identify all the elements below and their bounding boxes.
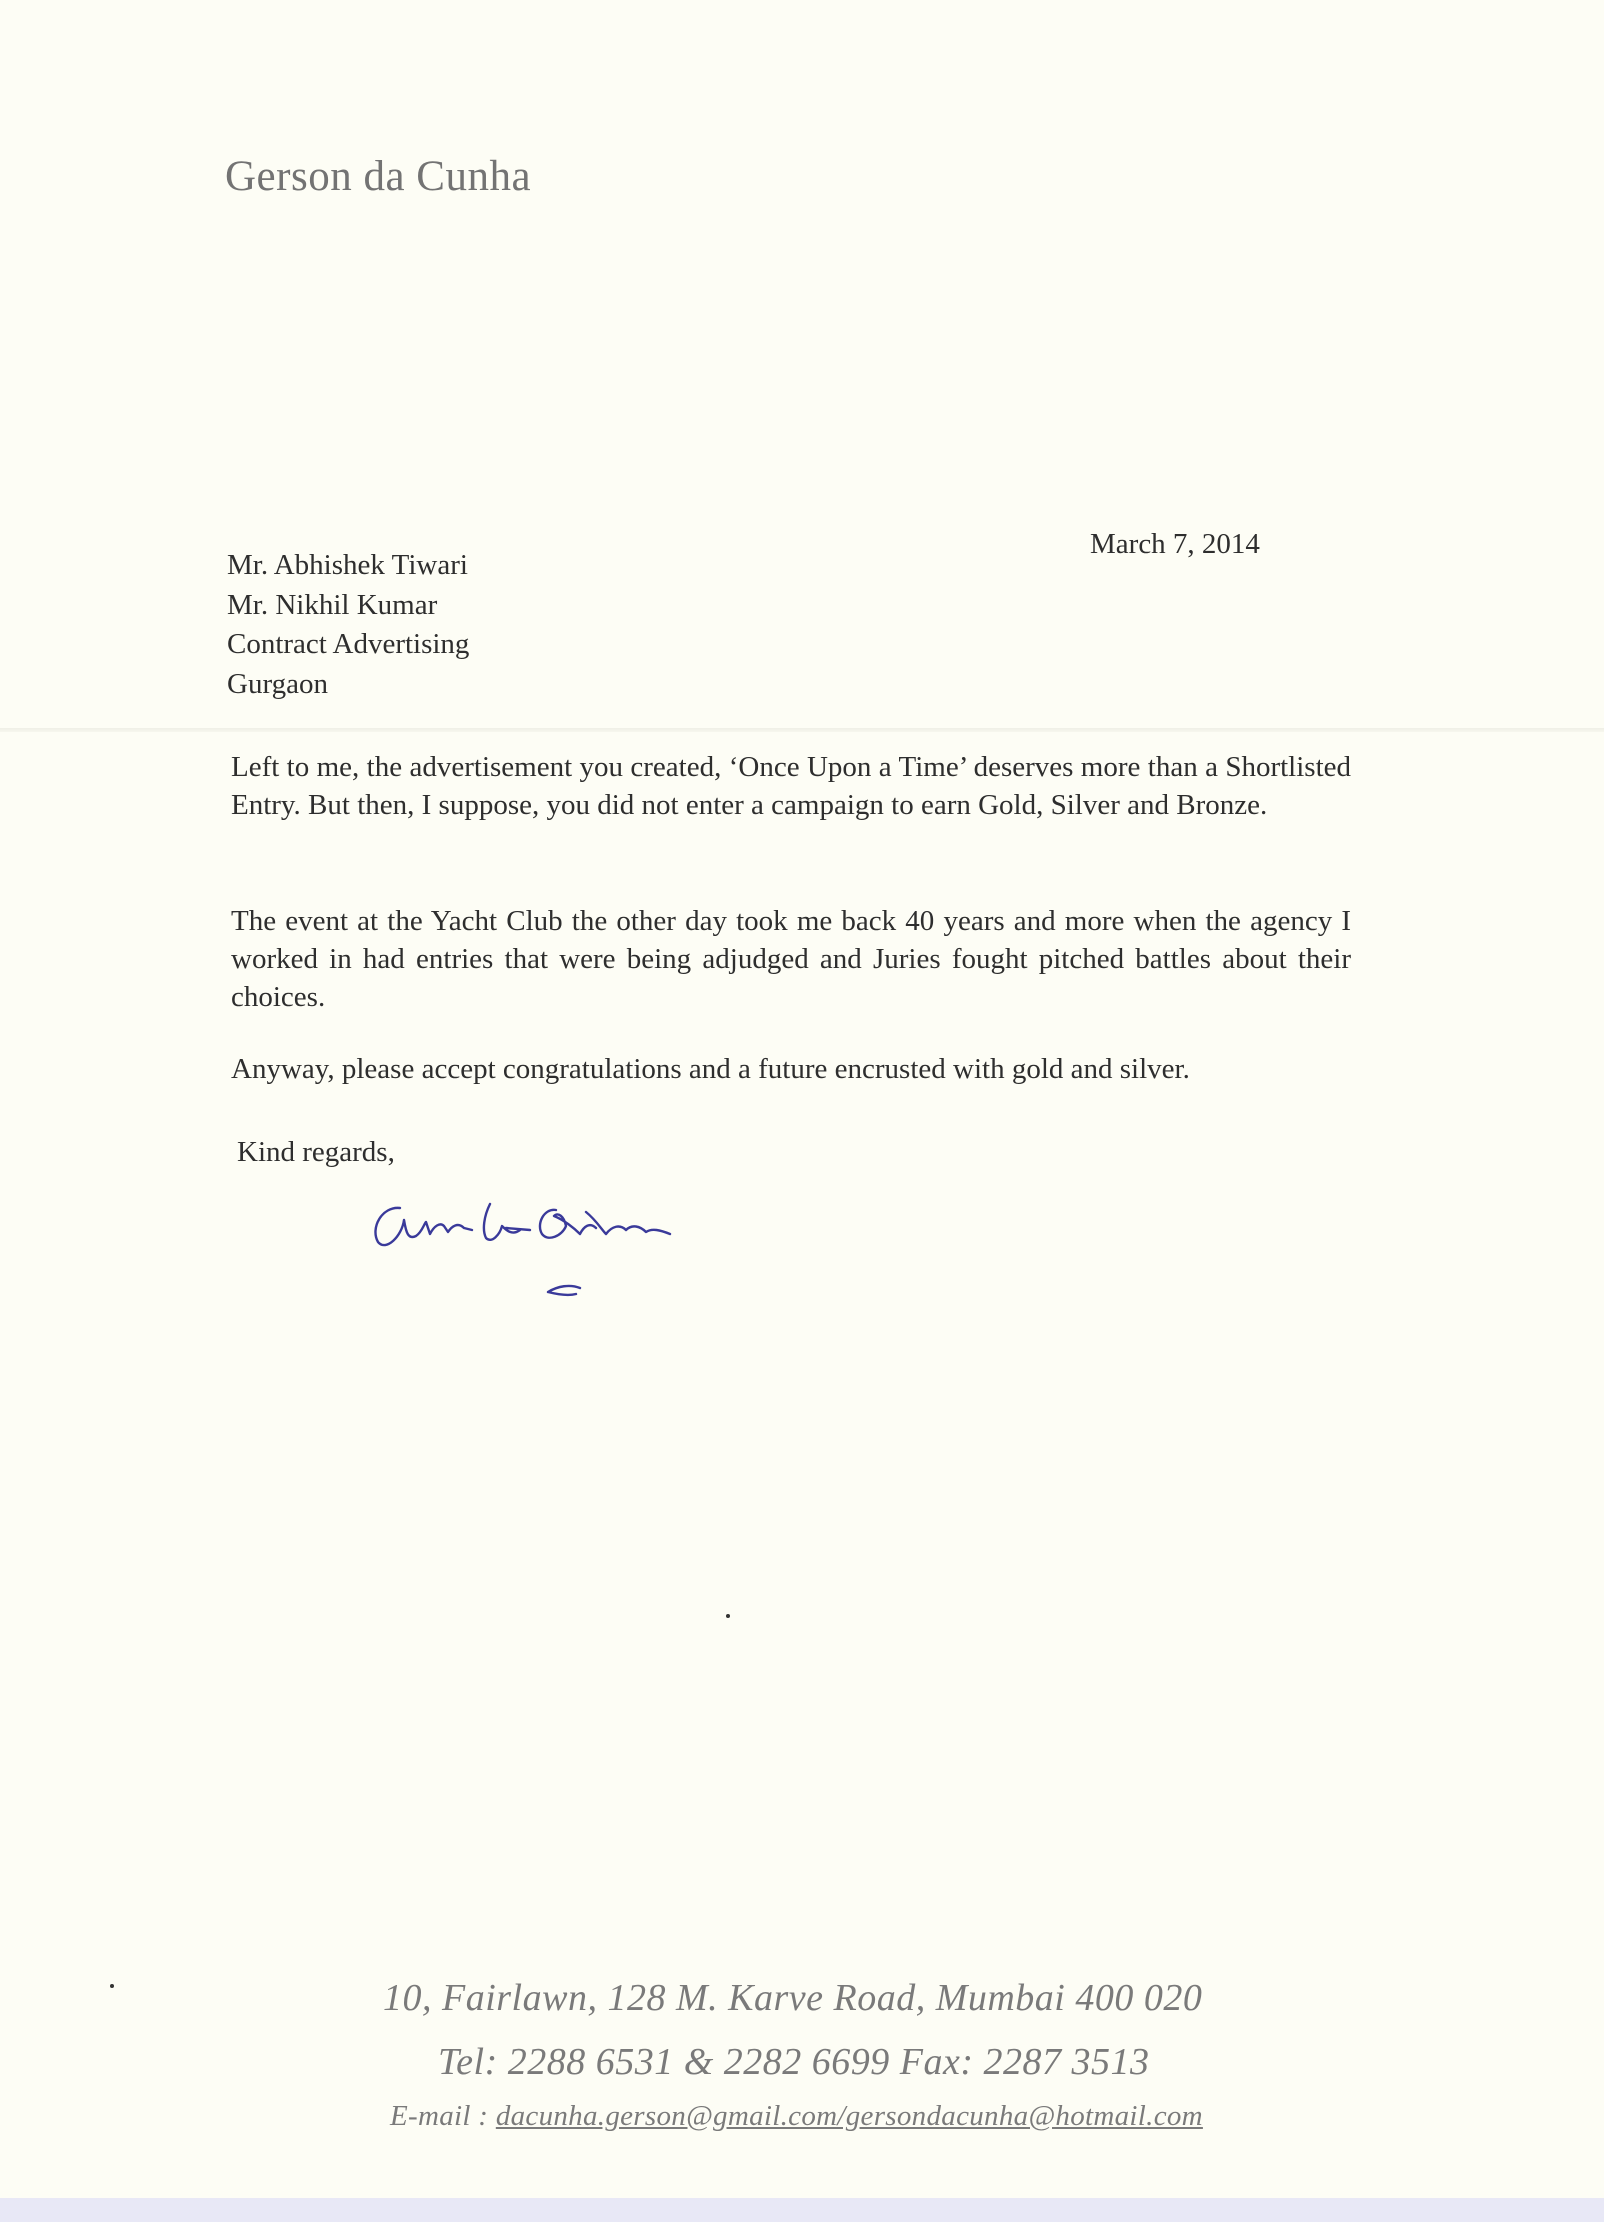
- body-paragraph-1: Left to me, the advertisement you created, ‘Once Upon a Time’ deserves more than a Shortlisted Entry. But then, I suppose, you did not enter a campaign to earn Gold, Silver and Bronze.: [231, 751, 1351, 821]
- footer-address: 10, Fairlawn, 128 M. Karve Road, Mumbai 400 020: [383, 1977, 1203, 2019]
- handwritten-signature: [360, 1170, 690, 1330]
- paper-speck: [726, 1614, 730, 1618]
- letterhead-name: Gerson da Cunha: [225, 153, 532, 200]
- body-paragraph-3: Anyway, please accept congratulations and a future encrusted with gold and silver.: [231, 1053, 1190, 1085]
- recipient-line: Gurgaon: [227, 667, 328, 700]
- recipient-line: Mr. Nikhil Kumar: [227, 588, 438, 621]
- recipient-line: Contract Advertising: [227, 628, 470, 660]
- recipient-address: [227, 546, 469, 704]
- body-paragraph-2: The event at the Yacht Club the other day took me back 40 years and more when the agency I worked in had entries that were being adjudged and Juries fought pitched battles about their choices.: [231, 905, 1351, 1013]
- email-label: E-mail :: [390, 2100, 489, 2132]
- page-bottom-edge: [0, 2198, 1604, 2222]
- closing-salutation: Kind regards,: [237, 1136, 395, 1168]
- recipient-line: Mr. Abhishek Tiwari: [227, 549, 468, 581]
- letter-date: March 7, 2014: [1090, 528, 1260, 560]
- email-link[interactable]: dacunha.gerson@gmail.com/gersondacunha@hotmail.com: [495, 2100, 1203, 2132]
- footer-email: [390, 2100, 1203, 2133]
- footer-telephone: Tel: 2288 6531 & 2282 6699 Fax: 2287 3513: [438, 2041, 1150, 2083]
- paper-speck: [110, 1984, 114, 1988]
- paper-fold: [0, 728, 1604, 732]
